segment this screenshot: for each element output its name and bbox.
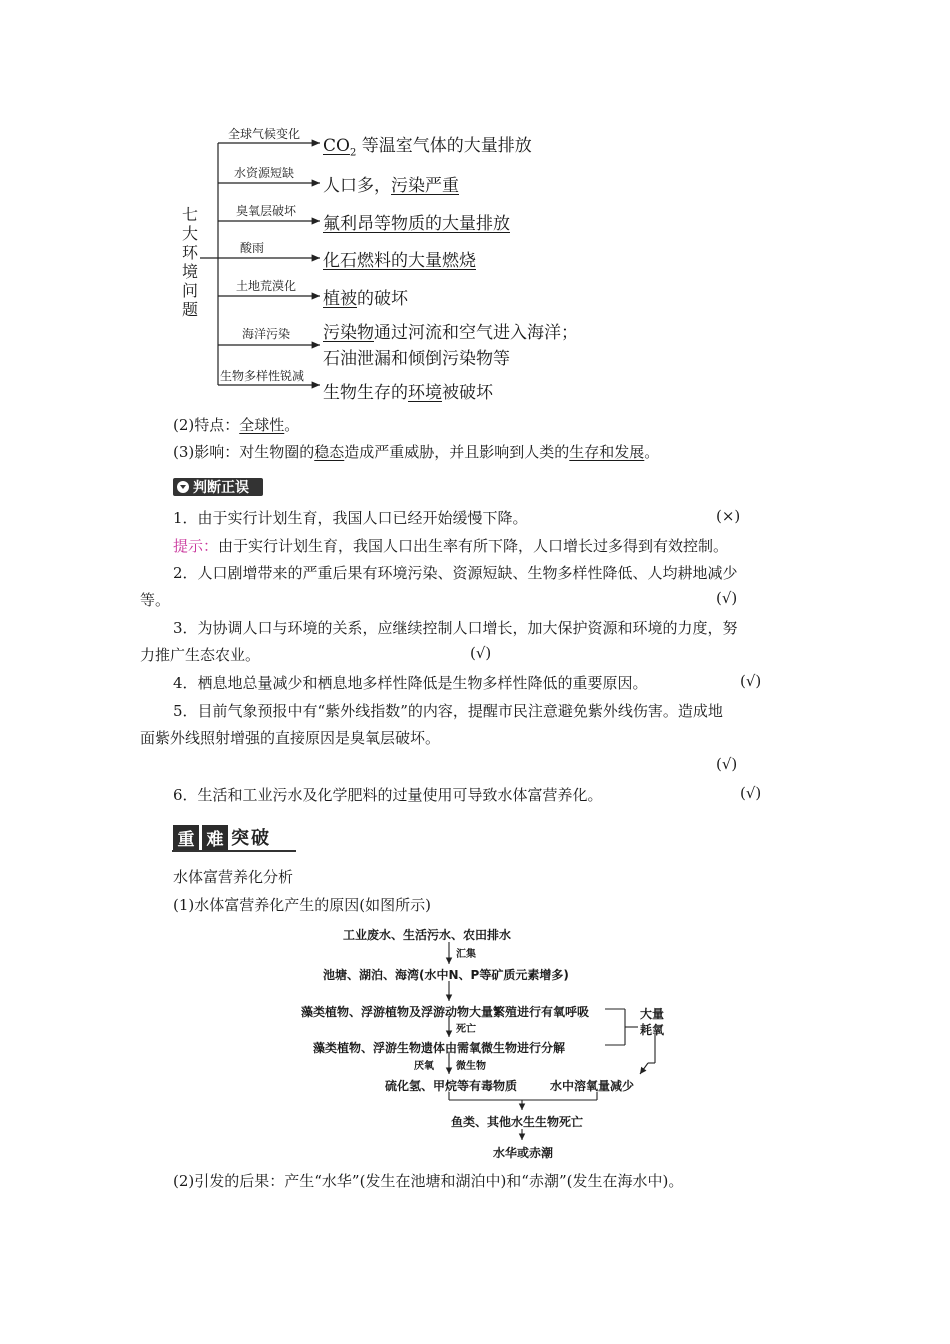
question-2: 2．人口剧增带来的严重后果有环境污染、资源短缺、生物多样性降低、人均耕地减少 <box>173 564 738 582</box>
features-line: (2)特点：全球性。 <box>173 416 300 434</box>
branch-cause: 生物生存的环境被破坏 <box>323 383 493 403</box>
flow-node-sources: 工业废水、生活污水、农田排水 <box>343 928 512 942</box>
branch-cause: 氟利昂等物质的大量排放 <box>323 214 510 234</box>
impact-line: (3)影响：对生物圈的稳态造成严重威胁，并且影响到人类的生存和发展。 <box>173 443 660 461</box>
cause-title: (1)水体富营养化产生的原因(如图所示) <box>173 896 431 914</box>
flow-node-algae-bloom: 藻类植物、浮游植物及浮游动物大量繁殖进行有氧呼吸 <box>301 1005 590 1019</box>
question-5-cont: 面紫外线照射增强的直接原因是臭氧层破坏。 <box>140 729 441 747</box>
flow-edge-label: 死亡 <box>456 1024 476 1035</box>
flow-node-die-off: 鱼类、其他水生生物死亡 <box>451 1115 584 1129</box>
flow-edge-label: 厌氧 <box>414 1061 434 1072</box>
question-3-cont: 力推广生态农业。 <box>140 646 261 664</box>
branch-cause: 化石燃料的大量燃烧 <box>323 251 476 271</box>
flow-node-low-oxygen: 水中溶氧量减少 <box>550 1079 635 1093</box>
branch-cause: 污染物通过河流和空气进入海洋； <box>323 323 578 343</box>
tree-root: 七 大 环 境 问 题 <box>181 205 198 319</box>
question-mark: (√) <box>716 589 738 607</box>
branch-label: 土地荒漠化 <box>236 279 297 293</box>
branch-cause: 人口多，污染严重 <box>323 176 459 196</box>
flow-node-oxygen-consumption: 大量 耗氧 <box>640 1007 665 1037</box>
question-1: 1．由于实行计划生育，我国人口已经开始缓慢下降。 <box>173 509 528 527</box>
branch-label: 全球气候变化 <box>228 127 301 141</box>
section-banner: 重 难 突 破 <box>173 822 271 850</box>
analysis-title: 水体富营养化分析 <box>173 868 294 886</box>
branch-label: 酸雨 <box>240 241 265 255</box>
branch-label: 水资源短缺 <box>234 166 295 180</box>
flow-edge-label: 微生物 <box>456 1061 486 1072</box>
branch-label: 海洋污染 <box>242 327 291 341</box>
question-mark: (√) <box>470 644 492 662</box>
question-mark: (√) <box>716 755 738 773</box>
hint-line: 提示：由于实行计划生育，我国人口出生率有所下降，人口增长过多得到有效控制。 <box>173 537 729 555</box>
question-4: 4．栖息地总量减少和栖息地多样性降低是生物多样性降低的重要原因。 <box>173 674 648 692</box>
flow-edge-label: 汇集 <box>456 949 476 960</box>
question-mark: (√) <box>740 672 762 690</box>
consequence-line: (2)引发的后果：产生“水华”(发生在池塘和湖泊中)和“赤潮”(发生在海水中)。 <box>173 1172 684 1190</box>
branch-label: 臭氧层破坏 <box>236 204 297 218</box>
branch-cause: 石油泄漏和倾倒污染物等 <box>323 349 510 369</box>
question-mark: (√) <box>740 784 762 802</box>
branch-cause: $CO_2$ 等温室气体的大量排放 <box>323 136 532 159</box>
question-3: 3．为协调人口与环境的关系，应继续控制人口增长，加大保护资源和环境的力度，努 <box>173 619 738 637</box>
flow-node-toxins: 硫化氢、甲烷等有毒物质 <box>385 1079 518 1093</box>
judge-banner: 判断正误 <box>173 478 263 496</box>
question-mark: (×) <box>716 507 741 525</box>
flow-node-water-bodies: 池塘、湖泊、海湾(水中N、P等矿质元素增多) <box>323 968 569 982</box>
question-6: 6．生活和工业污水及化学肥料的过量使用可导致水体富营养化。 <box>173 786 603 804</box>
question-5: 5．目前气象预报中有“紫外线指数”的内容，提醒市民注意避免紫外线伤害。造成地 <box>173 702 723 720</box>
branch-cause: 植被的破坏 <box>323 289 408 309</box>
flow-node-decomposition: 藻类植物、浮游生物遗体由需氧微生物进行分解 <box>313 1041 566 1055</box>
flow-node-result: 水华或赤潮 <box>493 1146 554 1160</box>
branch-label: 生物多样性锐减 <box>220 369 305 383</box>
question-2-cont: 等。 <box>140 591 171 609</box>
